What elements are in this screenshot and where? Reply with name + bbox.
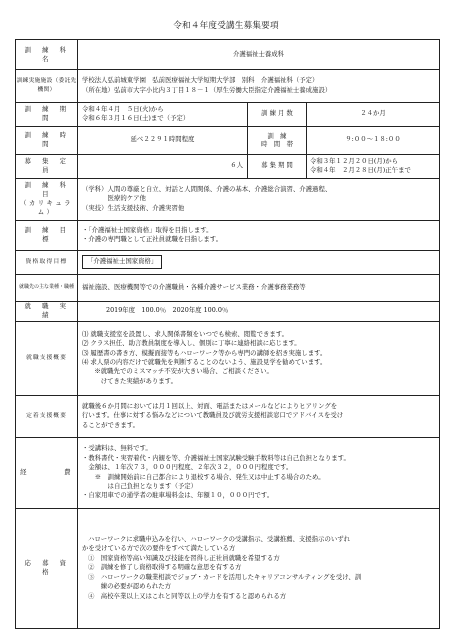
capacity-row xyxy=(16,154,439,179)
requirements-line-6: 練の必要が認められた方 xyxy=(88,582,172,591)
months-value: ２４か月 xyxy=(360,109,386,118)
support-line-1: ⑴ 就職支援室を設置し、求人関係書類をいつでも検索、閲覧できます。 xyxy=(82,329,289,338)
facility-line-1: 学校法人弘前城東学園 弘前医療福祉大学短期大学部 別科 介護福祉科（予定） xyxy=(82,76,319,85)
subjects-value xyxy=(82,178,436,220)
followup-label: 定着支援概要 xyxy=(16,395,78,437)
time-band-value: ９:００～１８:００ xyxy=(345,135,401,144)
requirements-line-4: ② 訓練を修了し資格取得する明確な意思を有する方 xyxy=(88,563,242,572)
subjects-line-3: （実技）生活支援技術、介護実習他 xyxy=(82,203,185,212)
course-value: 介護福祉士養成科 xyxy=(232,49,285,58)
qualification-value xyxy=(82,250,436,274)
support-line-6: けてきた実績があります。 xyxy=(88,376,177,385)
facility-line-2: （所在地）弘前市大字小比内３丁目１８－１（厚生労働大臣指定介護福祉士養成施設） xyxy=(82,85,332,94)
followup-line-1: 就職後６か月間においては月１回以上、対面、電話またはメールなどによりヒアリングを xyxy=(82,401,338,410)
requirements-value xyxy=(82,508,436,628)
cost-line-6: ・自家用車での通学者の駐車場料金は、年額１０，０００円です。 xyxy=(82,491,274,500)
support-value xyxy=(82,321,436,395)
requirements-line-5: ③ ハローワークの職業相談でジョブ・カードを活用したキャリアコンサルティングを受け、訓 xyxy=(88,572,362,581)
qualification-label: 資格取得目標 xyxy=(16,250,78,274)
application-period-label: 募 集 期 間 xyxy=(261,161,293,170)
facility-row xyxy=(16,69,439,103)
goal-row xyxy=(16,220,439,251)
requirements-line-2: かを受けている方で次の要件をすべて満たしている方 xyxy=(82,544,236,553)
facility-label: 訓練実施施設（委託先機関） xyxy=(16,69,78,102)
employment-rate-row xyxy=(16,301,439,322)
capacity-label: 募 集 定 員 xyxy=(16,154,78,178)
goal-label: 訓 練 目 標 xyxy=(16,220,78,250)
goal-line-2: ・介護の専門職として正社員就職を目指します。 xyxy=(82,235,223,243)
cost-label: 経 費 xyxy=(16,437,78,508)
requirements-line-3: ① 国家資格等高い知識及び技能を習得し正社員就職を希望する方 xyxy=(88,553,280,562)
recruitment-table xyxy=(15,39,440,629)
jobs-line: 福祉施設、医療機関等での介護職員・各種介護サービス業務・介護事務業務等 xyxy=(82,282,306,291)
goal-value xyxy=(82,220,436,250)
qualification-box: 「介護福祉士国家資格」 xyxy=(82,255,162,268)
employment-rate-line: 2019年度 100.0％ 2020年度 100.0％ xyxy=(106,306,229,315)
cost-line-5: は自己負担となります（予定） xyxy=(82,481,198,490)
requirements-row xyxy=(16,508,439,628)
months-label: 訓 練 月 数 xyxy=(261,109,293,118)
cost-line-2: ・教科書代・実習着代・内観を等、介護福祉士国家試験受験手数料等は自己負担となります。 xyxy=(82,453,350,462)
employment-rate-value xyxy=(106,301,436,321)
subjects-row xyxy=(16,178,439,221)
followup-row xyxy=(16,395,439,438)
cost-value xyxy=(82,437,436,508)
employment-rate-label: 就 職 実 績 xyxy=(16,301,78,321)
qualification-row xyxy=(16,250,439,275)
time-band-label: 訓 練 時 間 帯 xyxy=(261,131,293,148)
followup-line-2: 行います。仕事に対する悩みなどについて教職員及び就労支援相談窓口でアドバイスを受け xyxy=(82,411,344,420)
hours-label: 訓 練 時 間 xyxy=(16,126,78,154)
requirements-label: 応 募 資 格 xyxy=(16,508,78,628)
application-period-line-1: 令和３年１２月２０日(月)から xyxy=(310,156,399,165)
jobs-row xyxy=(16,274,439,302)
subjects-label: 訓 練 科 目 （カリキュラム） xyxy=(16,178,78,220)
support-line-2: ⑵ クラス担任、助言教員制度を導入し、個別に丁寧に連絡相談に応じます。 xyxy=(82,339,301,348)
requirements-line-1: ハローワークに求職申込みを行い、ハローワークの受講指示、受講推薦、支援指示のいずれ xyxy=(88,535,351,544)
followup-value xyxy=(82,395,436,437)
hours-value: 延べ２２９１時間程度 xyxy=(130,135,195,144)
cost-line-1: ・受講料は、無料です。 xyxy=(82,444,152,453)
facility-value xyxy=(82,69,436,102)
support-line-4: ⑷ 求人票の内容だけで就職先を判断することのないよう、施設見学を勧めています。 xyxy=(82,358,327,366)
period-row xyxy=(16,102,439,127)
support-line-3: ⑶ 履歴書の書き方、模擬面接等もハローワーク等から専門の講師を招き実施します。 xyxy=(82,348,327,357)
support-row xyxy=(16,321,439,396)
goal-line-1: ・「介護福祉士国家資格」取得を目指します。 xyxy=(82,225,213,234)
page-title: 令和４年度受講生募集要項 xyxy=(173,21,279,31)
followup-line-3: ることができます。 xyxy=(82,420,140,429)
cost-line-4: ※ 訓練開始前に自己都合により退校する場合、発生又は中止する場合のため。 xyxy=(82,472,325,481)
period-line-1: 令和４年４月 ５日(火)から xyxy=(82,104,164,113)
subjects-line-1: （学科）人間の尊厳と自立、対話と人間関係、介護の基本、介護総合演習、介護過程、 xyxy=(82,184,332,193)
cost-row xyxy=(16,437,439,509)
subjects-line-2: 医療的ケア他 xyxy=(82,194,146,203)
support-label: 就職支援概要 xyxy=(16,321,78,395)
period-line-2: 令和６年３月１６日(土)まで（予定） xyxy=(82,114,190,122)
hours-row xyxy=(16,126,439,155)
capacity-value: ６人 xyxy=(230,161,243,170)
application-period-line-2: 令和４年 ２月２８日(月)正午まで xyxy=(310,166,411,174)
period-label: 訓 練 期 間 xyxy=(16,102,78,126)
support-line-5: ※就職先でのミスマッチ不安が大きい場合、ご相談ください。 xyxy=(88,367,273,376)
requirements-line-7: ④ 高校卒業以上又はこれと同等以上の学力を有すると認められる方 xyxy=(88,591,287,600)
jobs-label: 就職先の主な業種・職種 xyxy=(16,274,78,301)
course-label: 訓 練 科 名 xyxy=(16,40,78,69)
jobs-value xyxy=(82,274,436,301)
application-period-value xyxy=(310,154,437,178)
period-value xyxy=(82,102,249,126)
cost-line-3: 金額は、１年次７３，０００円程度、２年次３２，０００円程度です。 xyxy=(82,463,293,472)
course-row xyxy=(16,40,439,70)
